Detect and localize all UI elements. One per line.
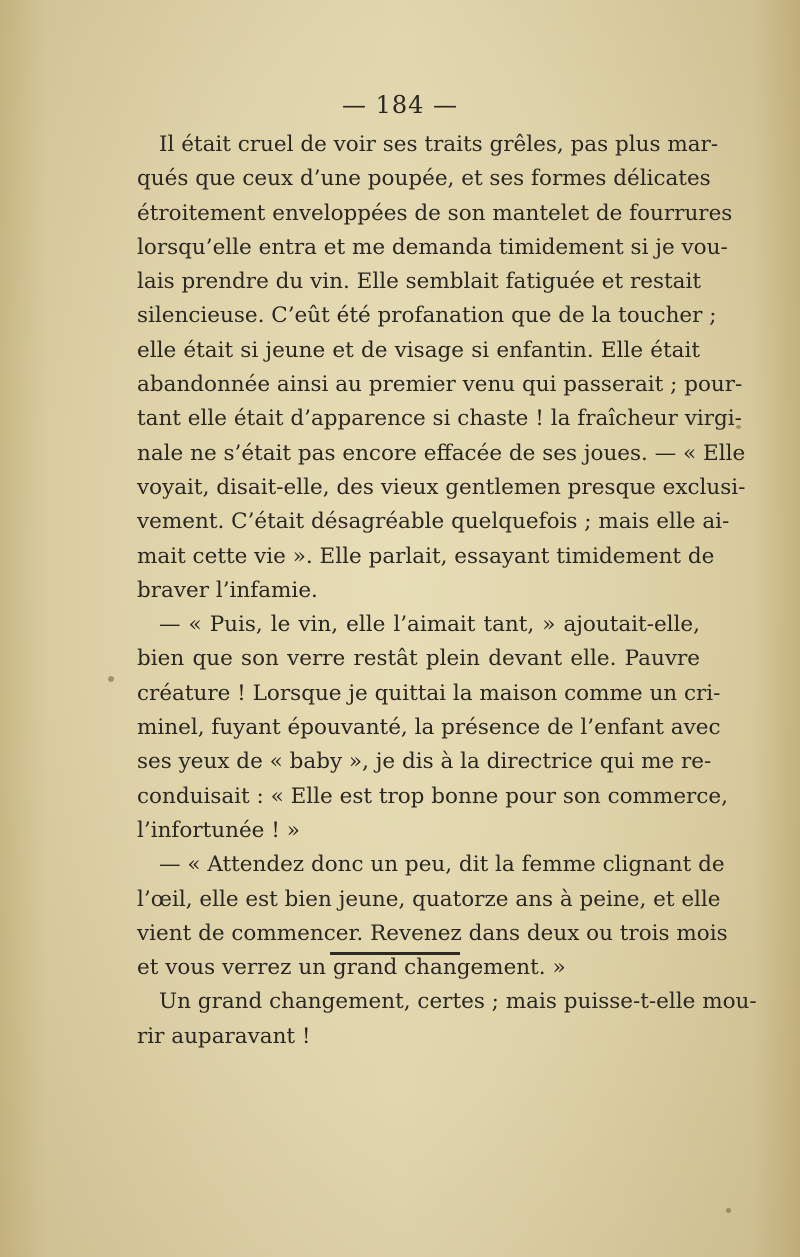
text-line: silencieuse. C’eût été profanation que de la toucher ;: [137, 303, 717, 329]
text-line: lais prendre du vin. Elle semblait fatiguée et restait: [137, 269, 701, 295]
text-line: ses yeux de « baby », je dis à la directrice qui me re-: [137, 749, 712, 775]
text-line: conduisait : « Elle est trop bonne pour son commerce,: [137, 783, 728, 809]
text-line: qués que ceux d’une poupée, et ses formes délicates: [137, 166, 711, 192]
text-line: Il était cruel de voir ses traits grêles, pas plus mar-: [159, 132, 719, 157]
text-line: elle était si jeune et de visage si enfantin. Elle était: [137, 337, 700, 363]
text-line: bien que son verre restât plein devant elle. Pauvre: [137, 646, 700, 672]
section-divider: [330, 952, 460, 955]
text-line: vement. C’était désagréable quelquefois ; mais elle ai-: [137, 509, 730, 535]
page-number: — 184 —: [341, 91, 459, 119]
paper-speck: [108, 676, 114, 682]
text-line: tant elle était d’apparence si chaste ! la fraîcheur virgi-: [137, 406, 742, 432]
text-line: braver l’infamie.: [137, 577, 318, 603]
text-line: créature ! Lorsque je quittai la maison comme un cri-: [137, 680, 721, 706]
text-line: et vous verrez un grand changement. »: [137, 955, 566, 981]
text-line: minel, fuyant épouvanté, la présence de l’enfant avec: [137, 715, 721, 741]
text-line: nale ne s’était pas encore effacée de ses joues. — « Elle: [137, 440, 746, 466]
text-line: étroitement enveloppées de son mantelet de fourrures: [137, 200, 733, 226]
paper-speck: [726, 1208, 731, 1213]
paper-speck: [736, 425, 741, 429]
text-line: rir auparavant !: [137, 1023, 311, 1049]
text-line: — « Attendez donc un peu, dit la femme clignant de: [159, 852, 725, 878]
body-text: [137, 128, 757, 1054]
text-line: lorsqu’elle entra et me demanda timidement si je vou-: [137, 234, 728, 260]
text-line: vient de commencer. Revenez dans deux ou trois mois: [137, 920, 728, 946]
text-line: mait cette vie ». Elle parlait, essayant timidement de: [137, 543, 715, 569]
text-line: — « Puis, le vin, elle l’aimait tant, » ajoutait-elle,: [159, 612, 700, 638]
text-line: abandonnée ainsi au premier venu qui passerait ; pour-: [137, 372, 743, 398]
text-line: Un grand changement, certes ; mais puisse-t-elle mou-: [159, 989, 757, 1015]
text-line: l’œil, elle est bien jeune, quatorze ans à peine, et elle: [137, 886, 721, 912]
text-line: voyait, disait-elle, des vieux gentlemen presque exclusi-: [137, 474, 746, 500]
text-line: l’infortunée ! »: [137, 817, 300, 843]
